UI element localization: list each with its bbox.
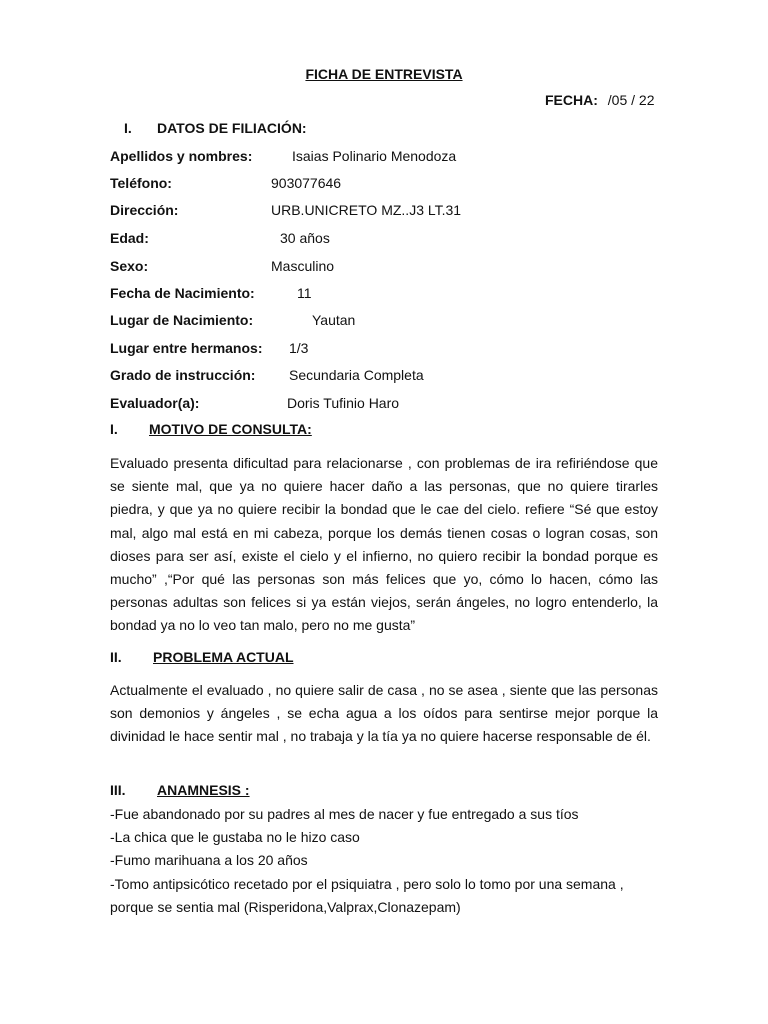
field-label-nombres: Apellidos y nombres: xyxy=(110,148,253,164)
section-anamnesis-heading: ANAMNESIS : xyxy=(157,782,250,798)
anamnesis-item: -Tomo antipsicótico recetado por el psiquiatra , pero solo lo tomo por una semana , xyxy=(110,875,624,892)
field-value-direccion: URB.UNICRETO MZ..J3 LT.31 xyxy=(271,202,462,218)
anamnesis-item: -La chica que le gustaba no le hizo caso xyxy=(110,829,360,846)
problema-paragraph: Actualmente el evaluado , no quiere salir de casa , no se asea , siente que las personas son demonios y ángeles , se echa agua a los oídos para sentirse mejor porque la divinidad le hace sentir mal , no trabaja y la tía ya no quiere hacerse responsable de él. xyxy=(110,682,658,745)
section-datos-number: I. xyxy=(124,120,132,136)
field-label-edad: Edad: xyxy=(110,230,149,246)
anamnesis-item: -Fue abandonado por su padres al mes de nacer y fue entregado a sus tíos xyxy=(110,806,579,822)
field-value-grado-instruccion: Secundaria Completa xyxy=(289,367,424,383)
anamnesis-list xyxy=(110,803,670,919)
field-value-lugar-nacimiento: Yautan xyxy=(312,312,356,328)
field-value-fecha-nacimiento: 11 xyxy=(297,285,312,301)
document-title: FICHA DE ENTREVISTA xyxy=(305,66,463,82)
anamnesis-item: -Fumo marihuana a los 20 años xyxy=(110,852,308,869)
section-anamnesis-number: III. xyxy=(110,782,126,798)
section-motivo-heading: MOTIVO DE CONSULTA: xyxy=(149,421,312,437)
field-value-edad: 30 años xyxy=(280,230,330,246)
field-label-fecha-nacimiento: Fecha de Nacimiento: xyxy=(110,285,255,301)
fecha-value: /05 / 22 xyxy=(607,92,655,108)
fecha-label: FECHA: xyxy=(545,92,598,108)
field-label-sexo: Sexo: xyxy=(110,258,149,274)
section-problema-heading: PROBLEMA ACTUAL xyxy=(153,649,294,665)
field-value-evaluador: Doris Tufinio Haro xyxy=(287,395,400,411)
motivo-paragraph: Evaluado presenta dificultad para relacionarse , con problemas de ira refiriéndose que se siente mal, que ya no quiere hacer daño a las personas, que no quiere tirarles piedra, y que ya no quiere recibir la bondad que le cae del cielo. refiere “Sé que estoy mal, algo mal está en mi cabeza, porque los demás tienen cosas o logran cosas, son dioses para ser así, existe el cielo y el infierno, no quiero recibir la bondad porque es mucho” ,“Por qué las personas son más felices que yo, cómo lo hacen, cómo las personas adultas son felices si ya están viejos, serán ángeles, no logro entenderlo, la bondad ya no lo veo tan malo, pero no me gusta” xyxy=(110,455,658,634)
field-label-grado-instruccion: Grado de instrucción: xyxy=(110,367,256,383)
field-value-nombres: Isaias Polinario Menodoza xyxy=(292,148,457,164)
field-label-lugar-nacimiento: Lugar de Nacimiento: xyxy=(110,312,254,328)
section-datos-heading: DATOS DE FILIACIÓN: xyxy=(157,120,307,136)
field-label-direccion: Dirección: xyxy=(110,202,179,218)
field-label-lugar-hermanos: Lugar entre hermanos: xyxy=(110,340,263,356)
field-value-telefono: 903077646 xyxy=(271,175,342,191)
field-label-evaluador: Evaluador(a): xyxy=(110,395,200,411)
fecha-line xyxy=(545,92,654,108)
section-problema-number: II. xyxy=(110,649,122,665)
field-value-sexo: Masculino xyxy=(271,258,335,274)
field-label-telefono: Teléfono: xyxy=(110,175,172,191)
field-value-lugar-hermanos: 1/3 xyxy=(289,340,309,356)
anamnesis-item: porque se sentia mal (Risperidona,Valprax,Clonazepam) xyxy=(110,898,461,915)
section-motivo-number: I. xyxy=(110,421,118,437)
